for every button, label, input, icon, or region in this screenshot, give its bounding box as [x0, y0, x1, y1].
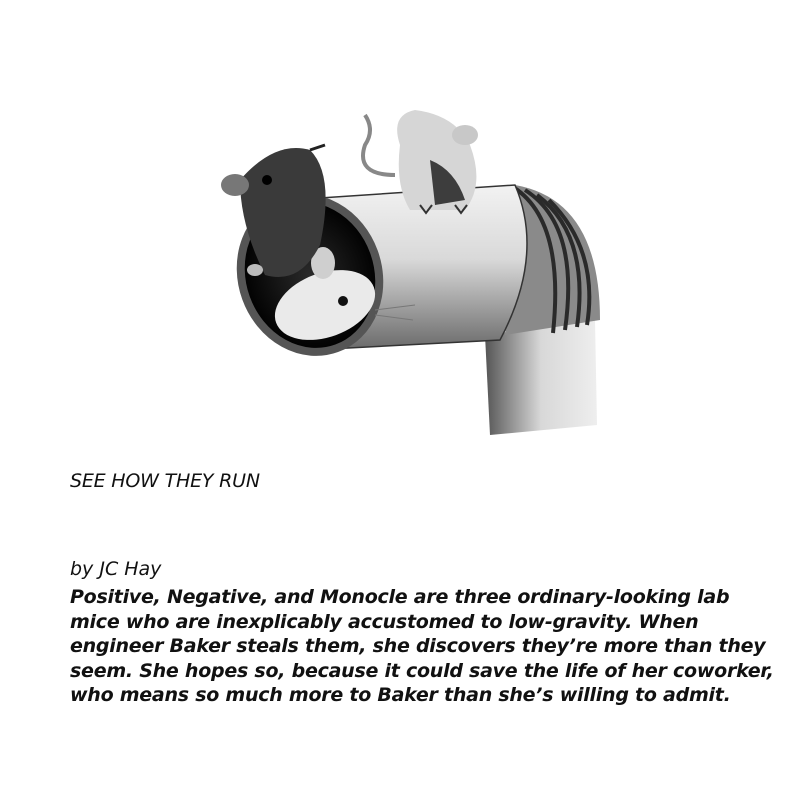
blurb-line: engineer Baker steals them, she discovers they’re more than they — [70, 635, 766, 657]
blurb-line: mice who are inexplicably accustomed to low-gravity. When — [70, 610, 699, 633]
mice-in-tube-illustration — [215, 105, 610, 450]
blurb-line: seem. She hopes so, because it could save the life of her coworker, — [70, 659, 774, 682]
dark-mouse-left — [221, 145, 326, 277]
story-byline: by JC Hay — [70, 558, 162, 580]
story-title: SEE HOW THEY RUN — [70, 470, 260, 492]
blurb-line: Positive, Negative, and Monocle are three ordinary-looking lab — [70, 586, 730, 608]
story-blurb — [70, 585, 774, 708]
blurb-line: who means so much more to Baker than she’s willing to admit. — [70, 684, 731, 706]
